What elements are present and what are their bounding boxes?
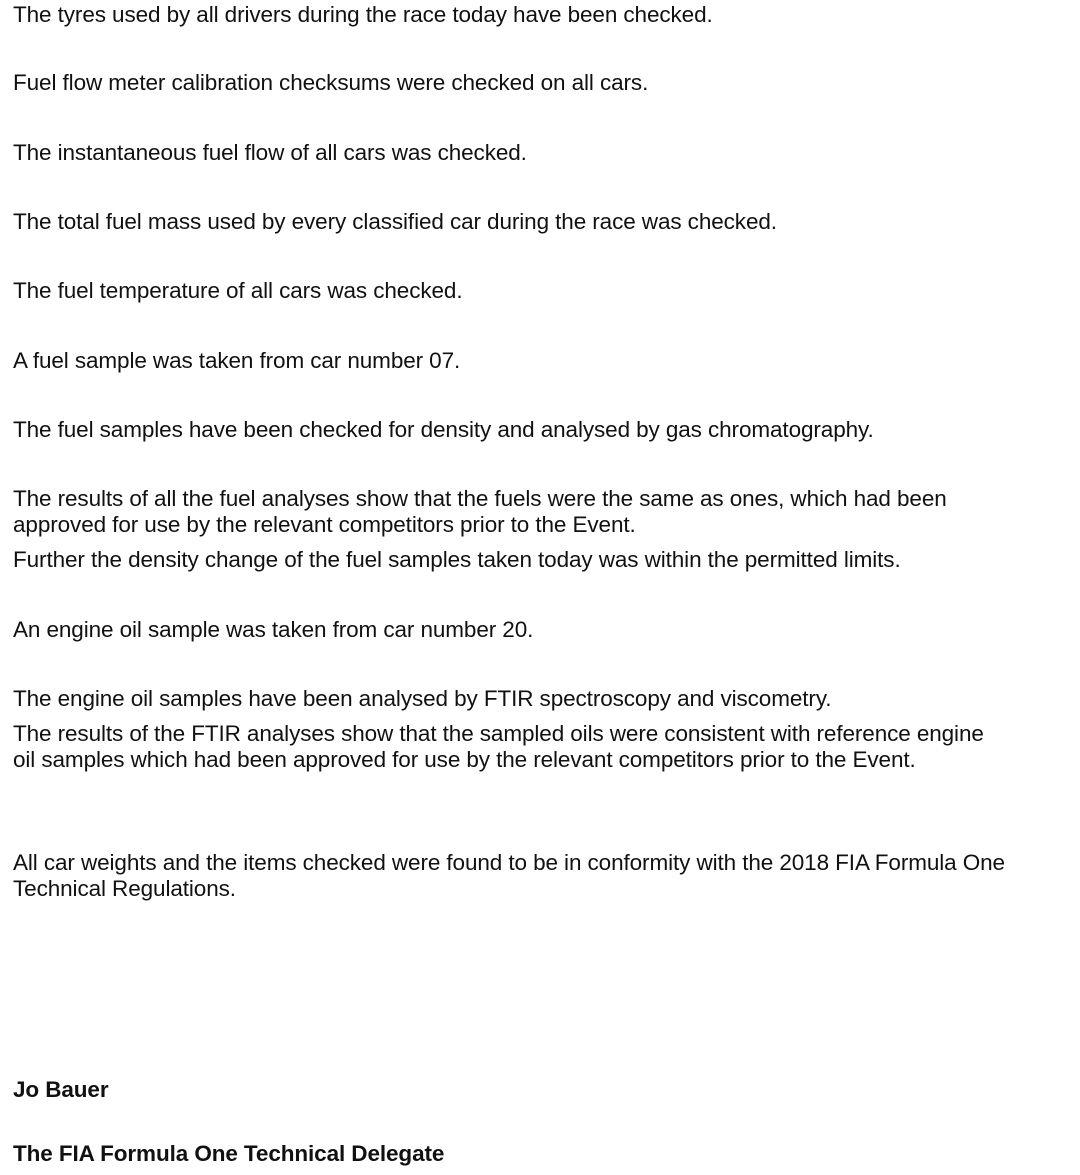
density-change-text: Further the density change of the fuel samples taken today was within the permitted limits. (13, 547, 901, 572)
fuel-density-check-text: The fuel samples have been checked for density and analysed by gas chromatography. (13, 417, 874, 442)
total-fuel-mass-text: The total fuel mass used by every classified car during the race was checked. (13, 209, 777, 234)
fuel-results-text-line2: approved for use by the relevant competitors prior to the Event. (13, 512, 636, 537)
fuel-flow-meter-text: Fuel flow meter calibration checksums were checked on all cars. (13, 70, 649, 95)
fuel-sample-text: A fuel sample was taken from car number 07. (13, 348, 461, 373)
instantaneous-flow-text: The instantaneous fuel flow of all cars was checked. (13, 140, 527, 165)
fuel-results-text-line1: The results of all the fuel analyses show that the fuels were the same as ones, which had been (13, 486, 947, 511)
tyres-check-text: The tyres used by all drivers during the race today have been checked. (13, 2, 713, 27)
fuel-temperature-text: The fuel temperature of all cars was checked. (13, 278, 463, 303)
oil-analysis-text: The engine oil samples have been analysed by FTIR spectroscopy and viscometry. (13, 686, 832, 711)
conformity-text-line2: Technical Regulations. (13, 876, 236, 901)
conformity-text-line1: All car weights and the items checked were found to be in conformity with the 2018 FIA Formula One (13, 850, 1005, 875)
oil-sample-text: An engine oil sample was taken from car number 20. (13, 617, 534, 642)
ftir-results-text-line1: The results of the FTIR analyses show that the sampled oils were consistent with reference engine (13, 721, 984, 746)
ftir-results-text-line2: oil samples which had been approved for use by the relevant competitors prior to the Event. (13, 747, 916, 772)
signatory-title: The FIA Formula One Technical Delegate (13, 1141, 445, 1166)
signatory-name: Jo Bauer (13, 1077, 109, 1102)
